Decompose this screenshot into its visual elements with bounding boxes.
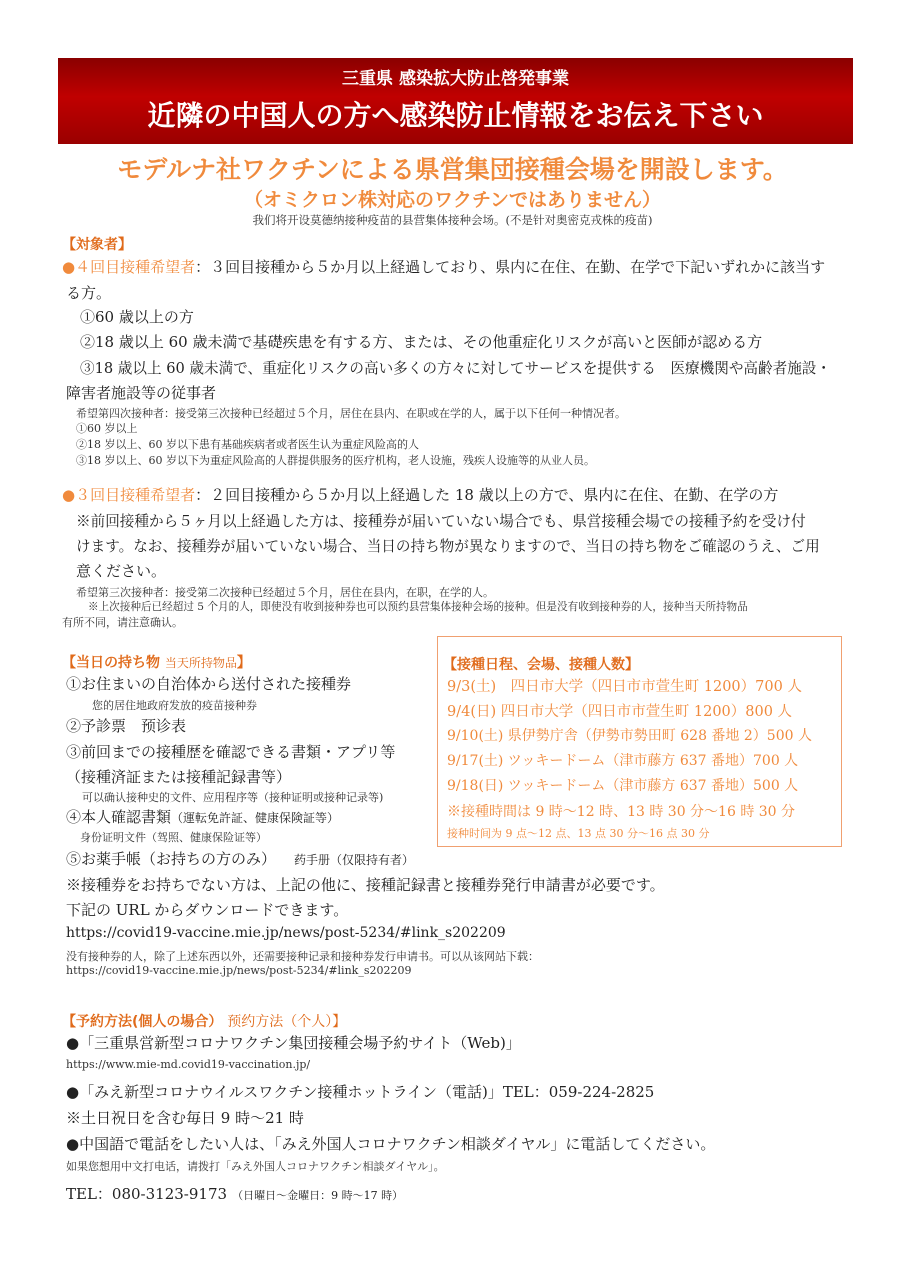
- condition-3: ③18 歳以上 60 歳未満で、重症化リスクの高い多くの方々に対してサービスを提供する 医療機関や高齢者施設・: [80, 360, 831, 377]
- headline-sub: （オミクロン株対応のワクチンではありません）: [243, 189, 662, 211]
- schedule-row-1: 9/3(土) 四日市大学（四日市市萱生町 1200）700 人: [447, 679, 802, 695]
- zh-third-line: 希望第三次接种者：接受第二次接种已经超过５个月，居住在县内，在职，在学的人。: [76, 586, 494, 599]
- third-dose-line: [62, 484, 778, 505]
- belonging-1: ①お住まいの自治体から送付された接種券: [66, 675, 352, 693]
- belongings-zh-note: 没有接种券的人，除了上述东西以外，还需要接种记录和接种券发行申请书。可以从该网站下载：: [66, 950, 539, 963]
- belonging-1-zh: 您的居住地政府发放的疫苗接种券: [92, 699, 257, 712]
- note-line-2: けます。なお、接種券が届いていない場合、当日の持ち物が異なりますので、当日の持ち物をご確認のうえ、ご用: [76, 538, 820, 555]
- note-line-1: ※前回接種から５ヶ月以上経過した方は、接種券が届いていない場合でも、県営接種会場での接種予約を受け付: [76, 513, 806, 530]
- zh-condition-2: ②18 岁以上、60 岁以下患有基础疾病者或者医生认为重症风险高的人: [76, 438, 419, 451]
- reservation-phone: ●「みえ新型コロナウイルスワクチン接種ホットライン（電話)」TEL：059-224-2825: [66, 1083, 655, 1101]
- belonging-3-zh: 可以确认接种史的文件、应用程序等（接种证明或接种记录等): [82, 791, 384, 804]
- belonging-4: [66, 806, 339, 827]
- belonging-4-note: （運転免許証、健康保険証等）: [171, 811, 340, 825]
- schedule-row-2: 9/4(日) 四日市大学（四日市市萱生町 1200）800 人: [447, 704, 793, 720]
- reservation-tel-hours: （日曜日～金曜日：9 時～17 時）: [232, 1189, 404, 1202]
- target-heading: 【対象者】: [62, 237, 132, 253]
- download-url-2[interactable]: https://covid19-vaccine.mie.jp/news/post-5234/#link_s202209: [66, 964, 412, 977]
- header-banner: [58, 58, 853, 144]
- zh-fourth-line: 希望第四次接种者：接受第三次接种已经超过５个月，居住在县内、在职或在学的人，属于以下任何一种情况者。: [76, 407, 626, 420]
- belongings-note-1: ※接種券をお持ちでない方は、上記の他に、接種記録書と接種券発行申請書が必要です。: [66, 876, 665, 894]
- schedule-time: ※接種時間は 9 時～12 時、13 時 30 分～16 時 30 分: [447, 804, 796, 820]
- reservation-web-url[interactable]: https://www.mie-md.covid19-vaccination.jp/: [66, 1058, 311, 1071]
- belonging-4-zh: 身份证明文件（驾照、健康保险证等）: [80, 831, 267, 844]
- condition-2: ②18 歳以上 60 歳未満で基礎疾患を有する方、または、その他重症化リスクが高いと医師が認める方: [80, 333, 763, 351]
- fourth-dose-text: ：３回目接種から５か月以上経過しており、県内に在住、在勤、在学で下記いずれかに該当す: [195, 258, 826, 276]
- schedule-heading: 【接種日程、会場、接種人数】: [443, 657, 639, 673]
- reservation-phone-hours: ※土日祝日を含む毎日 9 時～21 時: [66, 1109, 304, 1127]
- belongings-heading-end: 】: [236, 655, 251, 671]
- schedule-time-zh: 接种时间为 9 点～12 点、13 点 30 分～16 点 30 分: [447, 827, 710, 840]
- reservation-chinese: ●中国語で電話をしたい人は、「みえ外国人コロナワクチン相談ダイヤル」に電話してください。: [66, 1135, 716, 1153]
- belongings-heading-zh: 当天所持物品: [164, 656, 237, 670]
- condition-3-cont: 障害者施設等の従事者: [66, 384, 217, 402]
- note-line-3: 意ください。: [76, 562, 167, 580]
- reservation-heading-ja: 【予約方法(個人の場合）: [62, 1014, 223, 1030]
- reservation-tel: TEL：080-3123-9173: [66, 1185, 228, 1203]
- condition-1: ①60 歳以上の方: [80, 308, 194, 326]
- belonging-4-label: ④本人確認書類: [66, 808, 172, 826]
- belongings-heading: [62, 652, 251, 672]
- zh-condition-1: ①60 岁以上: [76, 422, 138, 435]
- third-dose-text: ：２回目接種から５か月以上経過した 18 歳以上の方で、県内に在住、在勤、在学の方: [195, 486, 779, 504]
- header-subtitle: 三重県 感染拡大防止啓発事業: [342, 69, 569, 89]
- zh-third-note-cont: 有所不同，请注意确认。: [62, 616, 183, 629]
- headline-main: モデルナ社ワクチンによる県営集団接種会場を開設します。: [117, 155, 788, 184]
- belonging-3b: （接種済証または接種記録書等）: [66, 768, 292, 786]
- reservation-web: ●「三重県営新型コロナワクチン集団接種会場予約サイト（Web)」: [66, 1034, 521, 1052]
- fourth-dose-line: [62, 256, 825, 277]
- header-title: 近隣の中国人の方へ感染防止情報をお伝え下さい: [147, 99, 764, 132]
- zh-condition-3: ③18 岁以上、60 岁以下为重症风险高的人群提供服务的医疗机构，老人设施，残疾人设施等的从业人员。: [76, 454, 595, 467]
- belonging-3: ③前回までの接種歴を確認できる書類・アプリ等: [66, 743, 396, 761]
- fourth-dose-text-cont: る方。: [66, 284, 112, 302]
- reservation-chinese-zh: 如果您想用中文打电话，请拨打「みえ外国人コロナワクチン相談ダイヤル」。: [66, 1160, 445, 1173]
- schedule-row-3: 9/10(土) 県伊勢庁舎（伊勢市勢田町 628 番地 2）500 人: [447, 728, 812, 744]
- third-dose-label: ●３回目接種希望者: [62, 486, 196, 504]
- schedule-row-4: 9/17(土) ツッキードーム（津市藤方 637 番地）700 人: [447, 753, 799, 769]
- belonging-5-zh: 药手册（仅限持有者）: [294, 853, 415, 867]
- belonging-5-label: ⑤お薬手帳（お持ちの方のみ）: [66, 850, 277, 868]
- reservation-heading: [62, 1011, 346, 1031]
- zh-third-note: ※上次接种后已经超过 5 个月的人，即使没有收到接种券也可以预约县营集体接种会场的接种。但是没有收到接种券的人，接种当天所持物品: [88, 601, 748, 613]
- download-url[interactable]: https://covid19-vaccine.mie.jp/news/post-5234/#link_s202209: [66, 925, 506, 941]
- belonging-5: [66, 848, 414, 869]
- belongings-heading-ja: 【当日の持ち物: [62, 655, 160, 671]
- fourth-dose-label: ●４回目接種希望者: [62, 258, 196, 276]
- reservation-heading-zh: 预约方法（个人）】: [227, 1014, 347, 1030]
- belonging-2: ②予診票 预诊表: [66, 717, 187, 735]
- reservation-tel-line: [66, 1183, 403, 1204]
- headline-zh: 我们将开设莫德纳接种疫苗的县营集体接种会场。(不是针对奥密克戎株的疫苗): [252, 213, 653, 227]
- schedule-row-5: 9/18(日) ツッキードーム（津市藤方 637 番地）500 人: [447, 778, 799, 794]
- belongings-note-2: 下記の URL からダウンロードできます。: [66, 901, 349, 919]
